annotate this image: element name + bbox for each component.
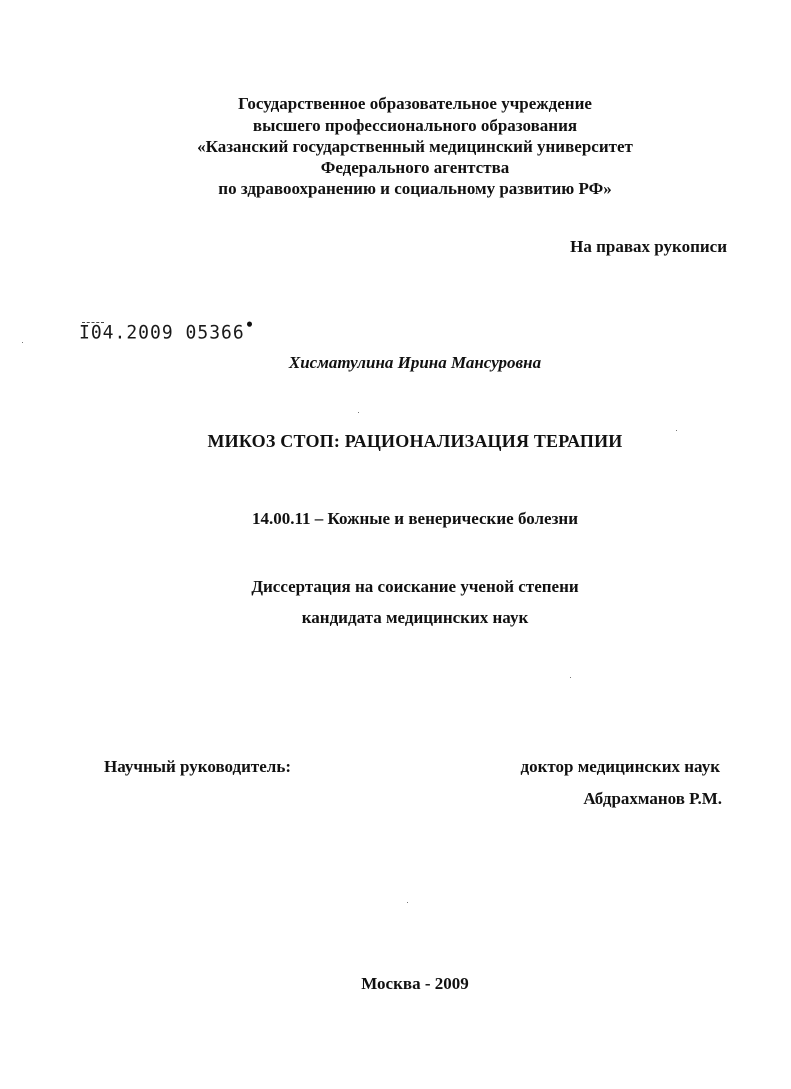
institution-line-1: Государственное образовательное учреждение (238, 94, 592, 113)
scan-speck (358, 412, 359, 413)
scan-speck (570, 677, 571, 678)
supervisor-name: Абдрахманов Р.М. (583, 789, 722, 808)
institution-line-2: высшего профессионального образования (252, 116, 578, 135)
stamp-number: I04.2009 05366 (79, 321, 245, 344)
degree-line-1: Диссертация на соискание ученой степени (251, 577, 579, 596)
scan-speck (676, 430, 677, 431)
author-name: Хисматулина Ирина Мансуровна (288, 353, 542, 372)
scan-speck (22, 342, 23, 343)
library-stamp (79, 321, 252, 343)
degree-line-2: кандидата медицинских наук (301, 608, 529, 627)
city-year: Москва - 2009 (361, 974, 469, 993)
supervisor-credentials: доктор медицинских наук (520, 757, 720, 776)
institution-line-3: «Казанский государственный медицинский университет (197, 137, 633, 156)
supervisor-label: Научный руководитель: (104, 757, 291, 776)
institution-line-4: Федерального агентства (320, 158, 510, 177)
stamp-dot-icon (247, 321, 252, 326)
scan-speck (407, 902, 408, 903)
rights-note: На правах рукописи (570, 237, 727, 256)
institution-line-5: по здравоохранению и социальному развитию РФ» (218, 179, 612, 198)
specialty-code: 14.00.11 – Кожные и венерические болезни (252, 509, 578, 528)
dissertation-title: МИКОЗ СТОП: РАЦИОНАЛИЗАЦИЯ ТЕРАПИИ (207, 431, 623, 451)
